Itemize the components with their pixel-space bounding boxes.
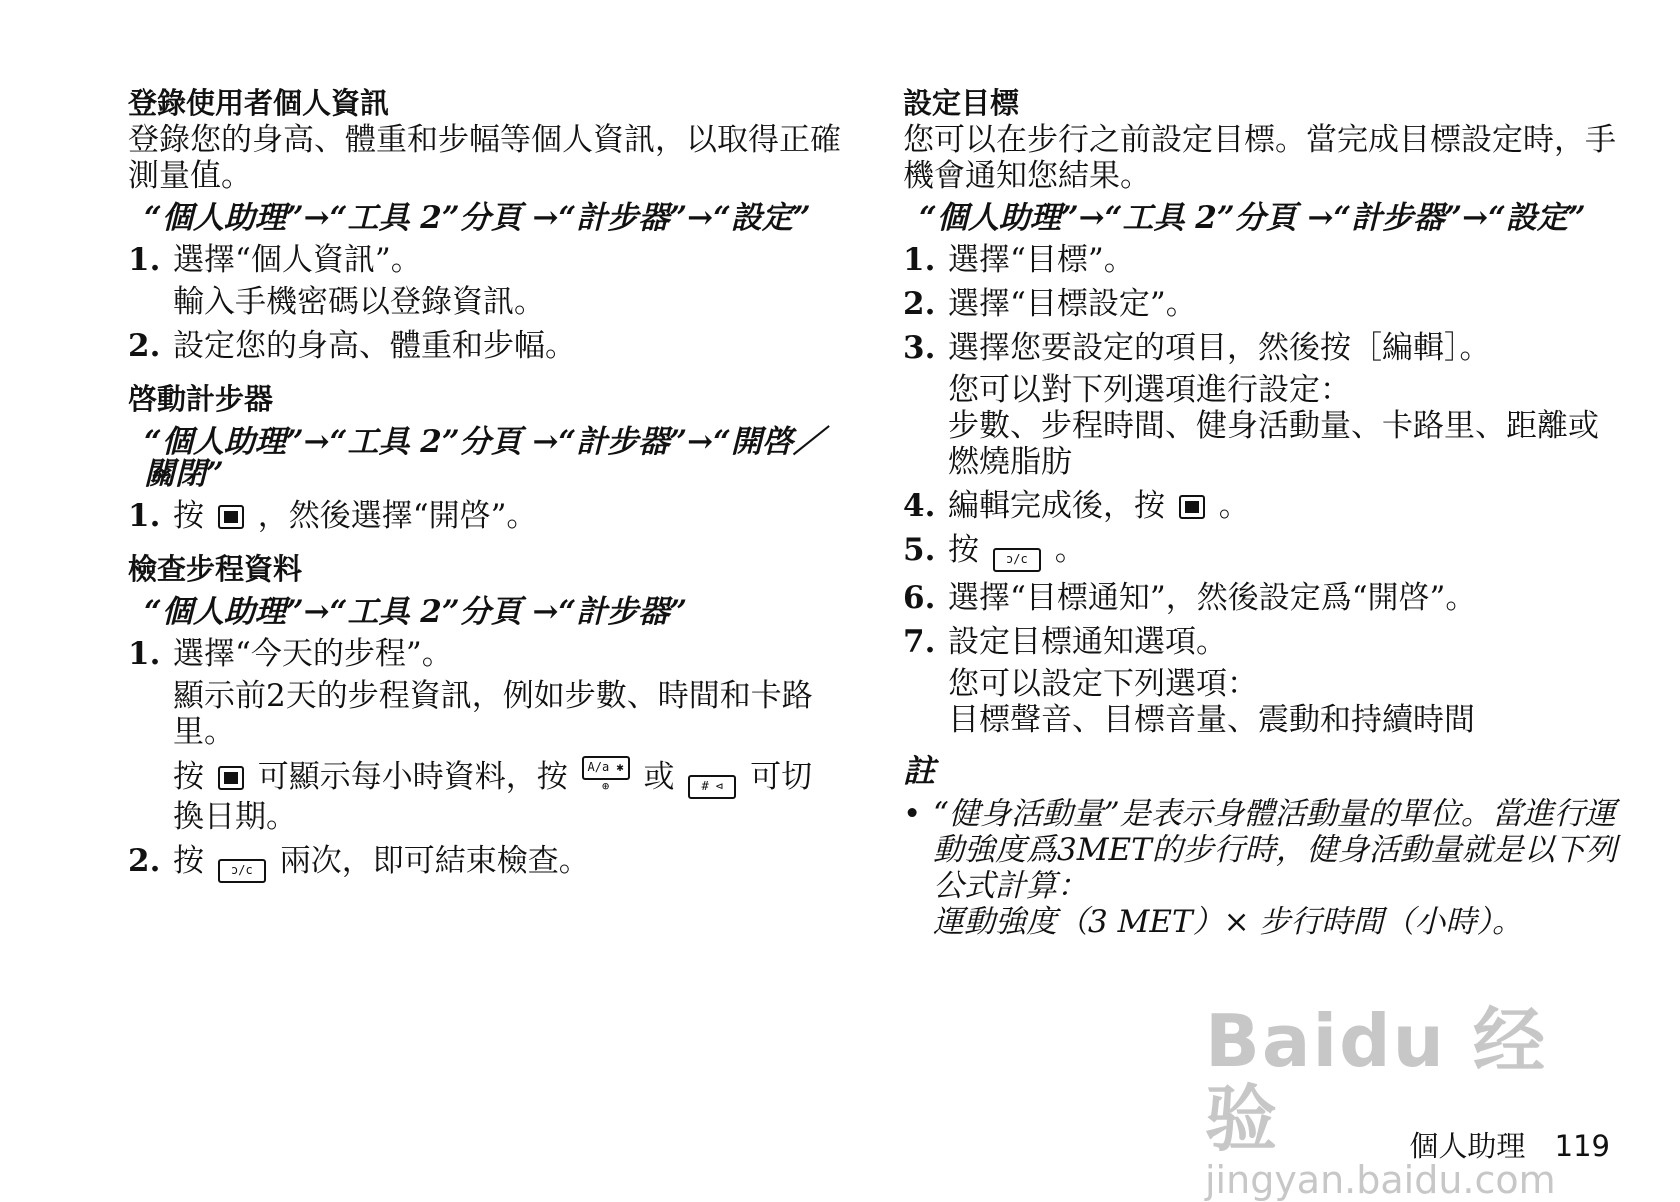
note-bullet — [903, 796, 1618, 940]
step-number: 1. — [903, 242, 936, 278]
step-number: 1. — [128, 498, 161, 534]
hash-key-icon: # ⊲ — [688, 775, 736, 799]
step-note: 步數、步程時間、健身活動量、卡路里、距離或燃燒脂肪 — [948, 408, 1599, 480]
step-number: 2. — [128, 328, 161, 364]
step-text — [948, 532, 1618, 572]
step-number: 1. — [128, 636, 161, 672]
note-formula: 運動強度（3 MET）× 步行時間（小時）。 — [933, 904, 1523, 940]
back-key-icon: ɔ/c — [993, 548, 1041, 572]
section-heading-register-info: 登錄使用者個人資訊 — [128, 86, 390, 120]
step-text-post: ，然後選擇“開啓”。 — [257, 498, 538, 534]
step-number: 2. — [128, 843, 161, 879]
step-item — [128, 843, 843, 883]
step-number: 4. — [903, 488, 936, 524]
back-key-icon: ɔ/c — [218, 859, 266, 883]
step-item — [903, 330, 1618, 366]
star-key-icon: A/a ✱ ⊕ — [582, 756, 630, 780]
step-note: 您可以對下列選項進行設定： — [948, 372, 1351, 408]
menu-path: “個人助理”→“工具 2”分頁 →“計步器”→“開啓／關閉” — [144, 424, 824, 492]
step-number: 6. — [903, 580, 936, 616]
menu-key-icon — [1179, 495, 1205, 519]
step-text — [173, 498, 843, 534]
step-text: 選擇“目標通知”，然後設定爲“開啓”。 — [948, 580, 1477, 616]
note-text: 或 — [643, 759, 675, 795]
note-text: 按 — [173, 759, 204, 795]
step-number: 7. — [903, 624, 936, 660]
step-number: 3. — [903, 330, 936, 366]
footer-section: 個人助理 — [1409, 1129, 1526, 1163]
step-item — [903, 532, 1618, 572]
step-note: 您可以設定下列選項： — [948, 666, 1258, 702]
step-number: 1. — [128, 242, 161, 278]
menu-key-icon — [218, 766, 244, 790]
step-text-pre: 按 — [173, 498, 204, 534]
step-note: 輸入手機密碼以登錄資訊。 — [173, 284, 545, 320]
note-title: 註 — [903, 752, 936, 790]
step-number: 5. — [903, 532, 936, 568]
note-text: “健身活動量”是表示身體活動量的單位。當進行運動強度爲3MET的步行時，健身活動量就是以下列公式計算： — [933, 796, 1617, 904]
step-text: 設定目標通知選項。 — [948, 624, 1227, 660]
menu-path: “個人助理”→“工具 2”分頁 →“計步器” — [144, 594, 688, 630]
step-item — [903, 242, 1618, 278]
step-text-pre: 編輯完成後，按 — [948, 488, 1165, 524]
step-text: 選擇您要設定的項目，然後按［編輯］。 — [948, 330, 1491, 366]
step-item — [128, 498, 843, 534]
bullet-icon: • — [903, 796, 922, 832]
right-column — [903, 84, 1618, 940]
step-item — [128, 636, 843, 672]
step-item — [903, 624, 1618, 660]
note-text: 可顯示每小時資料，按 — [257, 759, 568, 795]
step-text: 選擇“目標”。 — [948, 242, 1135, 278]
step-text: 選擇“今天的步程”。 — [173, 636, 453, 672]
section-heading-check-steps: 檢查步程資料 — [128, 552, 303, 586]
note-text: 可切換日期。 — [173, 759, 813, 835]
step-item — [128, 328, 843, 364]
step-note: 目標聲音、目標音量、震動和持續時間 — [948, 702, 1475, 738]
step-item — [903, 488, 1618, 524]
step-text-post: 兩次，即可結束檢查。 — [279, 843, 590, 879]
step-text — [173, 843, 843, 883]
watermark-url: jingyan.baidu.com — [1205, 1158, 1556, 1202]
page-footer — [1409, 1124, 1610, 1165]
section-intro: 登錄您的身高、體重和步幅等個人資訊，以取得正確測量值。 — [128, 122, 841, 194]
step-item — [128, 242, 843, 278]
menu-path: “個人助理”→“工具 2”分頁 →“計步器”→“設定” — [919, 200, 1586, 236]
page-number: 119 — [1554, 1129, 1610, 1163]
step-text-pre: 按 — [173, 843, 204, 879]
step-text: 選擇“個人資訊”。 — [173, 242, 422, 278]
step-item — [903, 286, 1618, 322]
menu-path: “個人助理”→“工具 2”分頁 →“計步器”→“設定” — [144, 200, 811, 236]
step-text — [948, 488, 1618, 524]
watermark-brand: Baidu 经验 — [1205, 999, 1548, 1161]
step-number: 2. — [903, 286, 936, 322]
section-intro: 您可以在步行之前設定目標。當完成目標設定時，手機會通知您結果。 — [903, 122, 1616, 194]
step-text-post: 。 — [1054, 532, 1086, 568]
step-text: 設定您的身高、體重和步幅。 — [173, 328, 576, 364]
step-note: 顯示前2天的步程資訊，例如步數、時間和卡路里。 — [173, 678, 813, 750]
step-text-pre: 按 — [948, 532, 979, 568]
step-note — [173, 756, 843, 835]
step-text-post: 。 — [1218, 488, 1250, 524]
section-heading-set-goal: 設定目標 — [903, 86, 1020, 120]
step-text: 選擇“目標設定”。 — [948, 286, 1197, 322]
step-item — [903, 580, 1618, 616]
left-column — [128, 84, 843, 883]
section-heading-start-pedometer: 啓動計步器 — [128, 382, 274, 416]
menu-key-icon — [218, 505, 244, 529]
